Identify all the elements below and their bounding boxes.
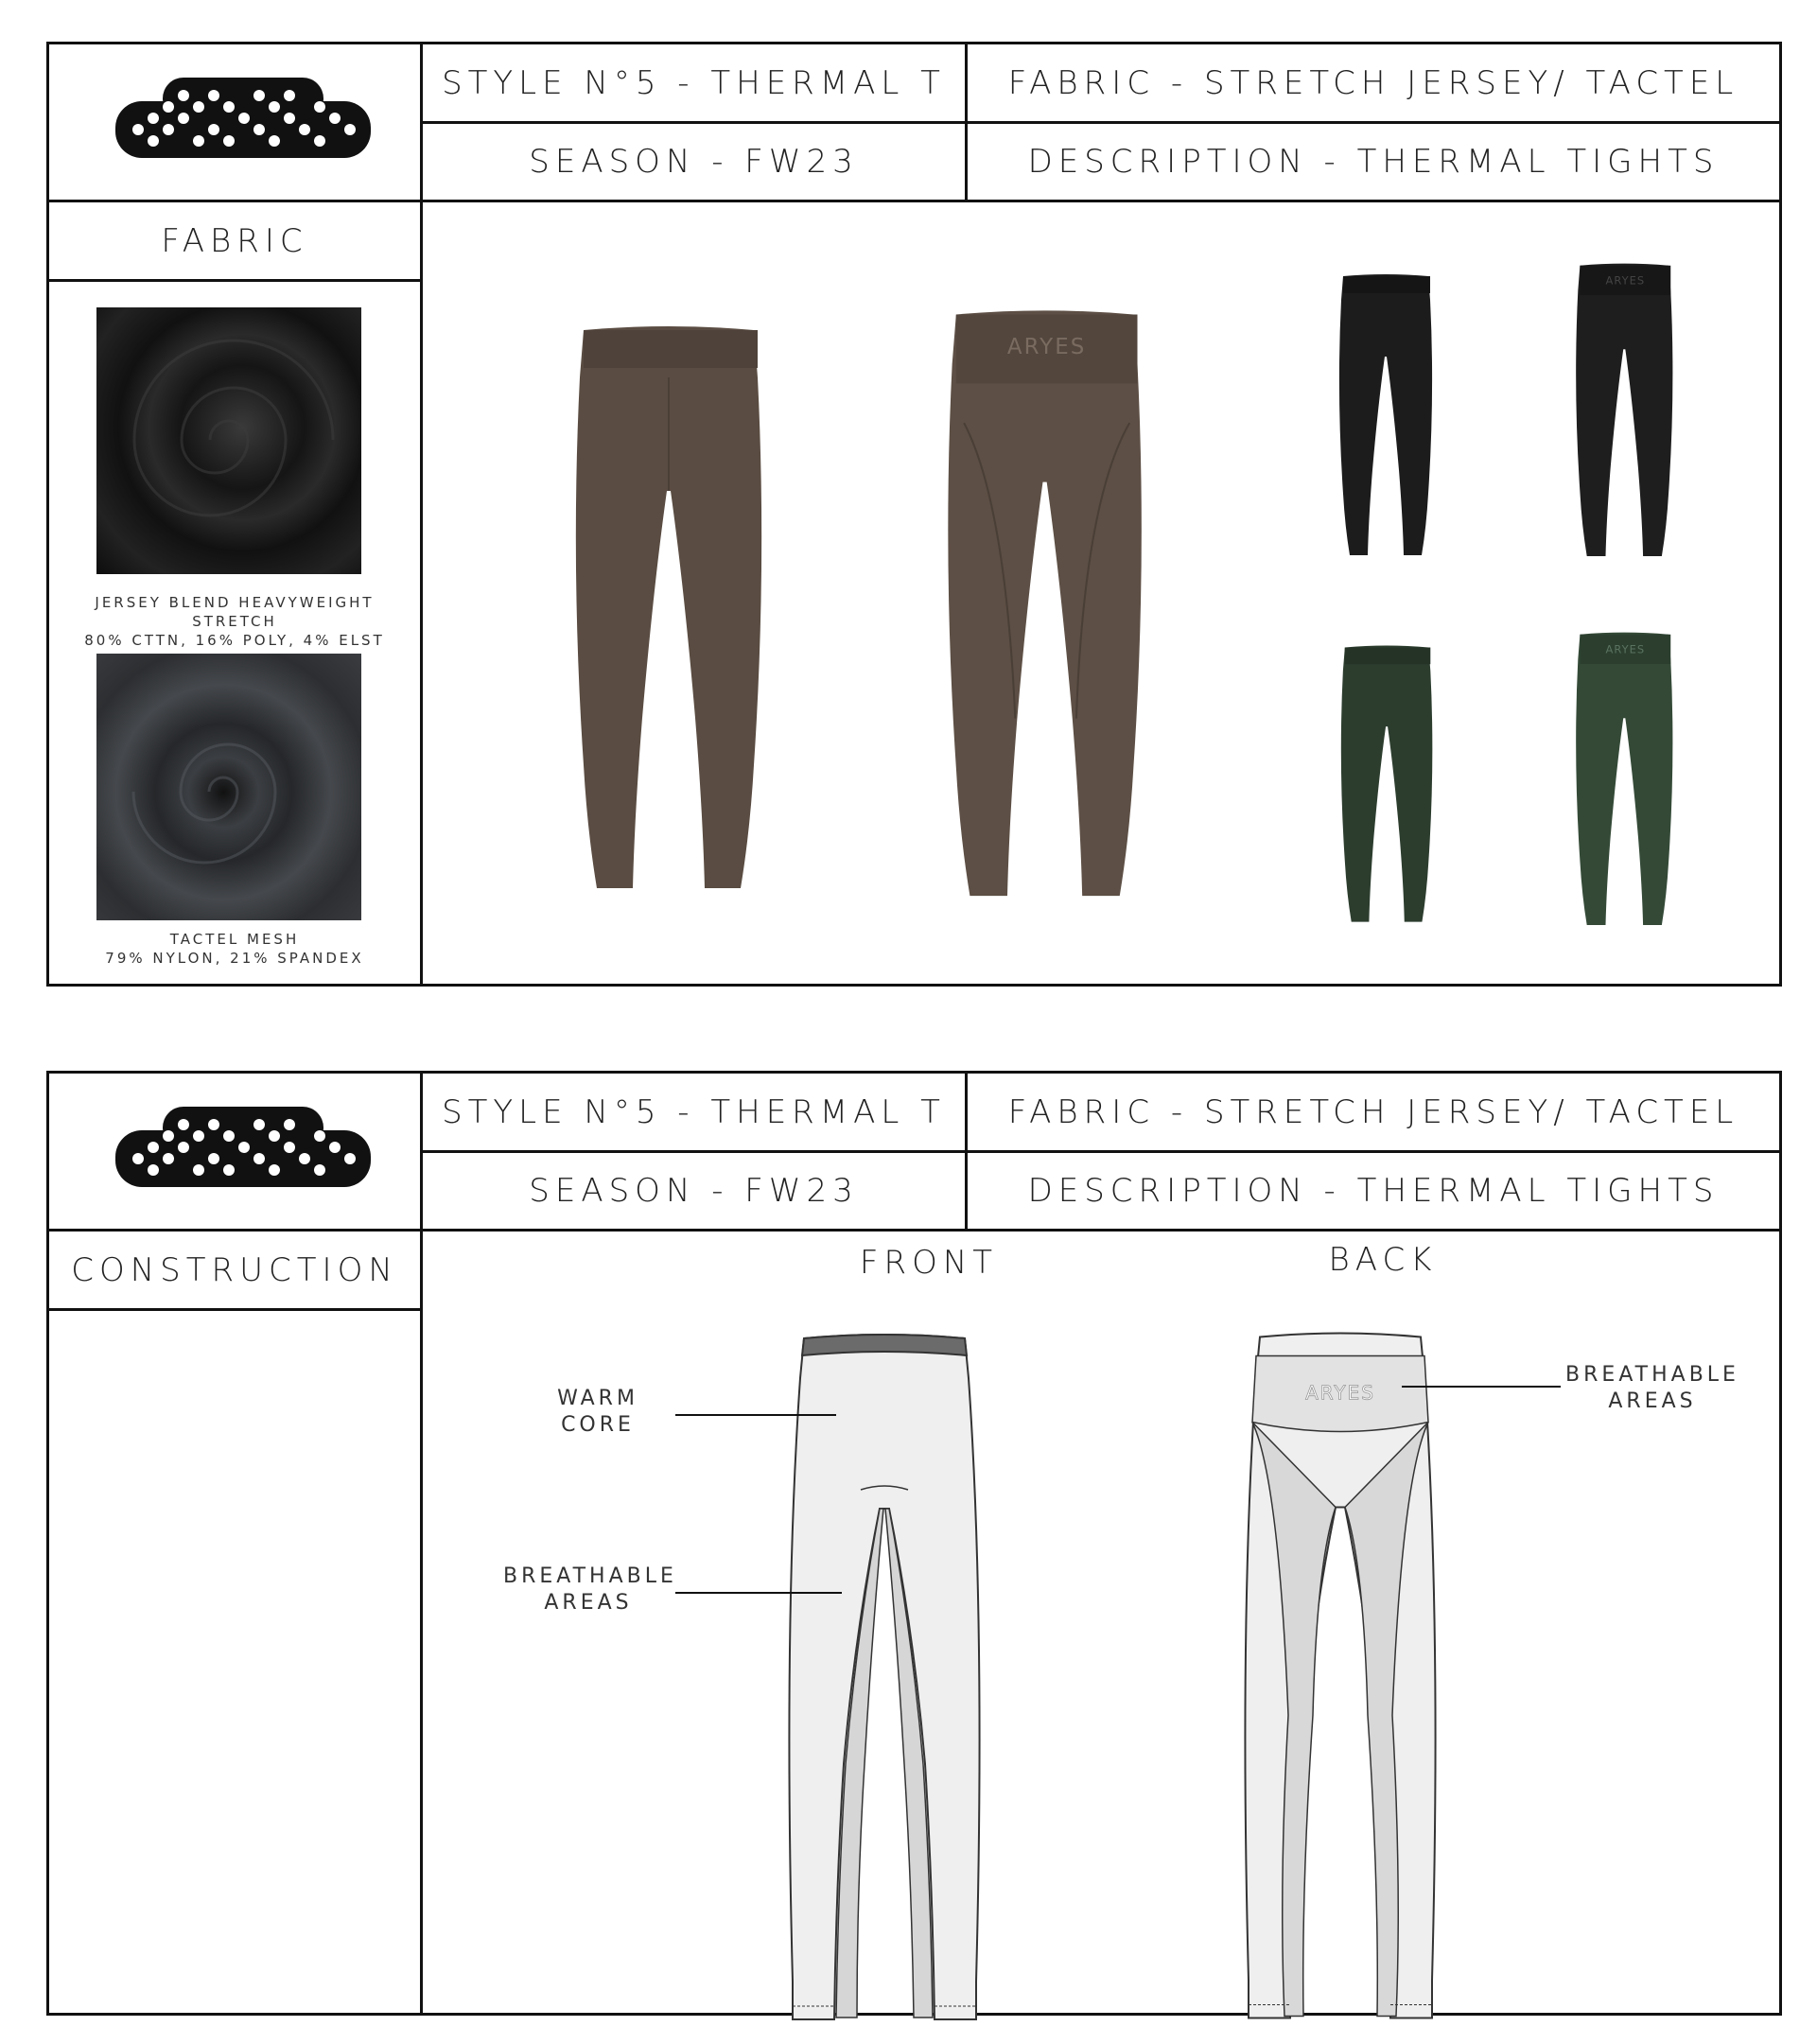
front-label: FRONT <box>859 1244 999 1282</box>
back-label: BACK <box>1328 1241 1438 1279</box>
swatch-caption-tactel <box>49 930 420 968</box>
svg-text:ARYES: ARYES <box>1305 1381 1375 1405</box>
swatch-composition: 79% NYLON, 21% SPANDEX <box>105 950 364 967</box>
fabric-swatch-tactel <box>96 654 361 920</box>
svg-text:ARYES: ARYES <box>1605 273 1646 288</box>
style-cell: STYLE N°5 - THERMAL T <box>442 63 946 102</box>
flat-front <box>766 1319 1003 2038</box>
swatch-name: TACTEL MESH <box>169 931 300 948</box>
season-cell: SEASON - FW23 <box>529 1172 859 1210</box>
swatch-name: JERSEY BLEND HEAVYWEIGHT STRETCH <box>95 594 375 630</box>
style-cell: STYLE N°5 - THERMAL T <box>442 1092 946 1131</box>
callout-line-2: CORE <box>561 1413 635 1437</box>
section-title-construction: CONSTRUCTION <box>71 1250 398 1289</box>
callout-line-2: AREAS <box>1608 1389 1697 1413</box>
swatch-composition: 80% CTTN, 16% POLY, 4% ELST <box>84 632 385 649</box>
callout-line-2: AREAS <box>544 1591 633 1615</box>
section-title-fabric: FABRIC <box>161 221 308 260</box>
render-black-front <box>1334 253 1447 584</box>
swatch-caption-jersey <box>49 593 420 650</box>
leader-line <box>675 1592 842 1594</box>
svg-text:ARYES: ARYES <box>1605 642 1646 656</box>
construction-sheet <box>46 1071 1782 2016</box>
render-green-back <box>1570 612 1688 952</box>
description-cell: DESCRIPTION - THERMAL TIGHTS <box>1027 143 1720 181</box>
callout-line-1: WARM <box>557 1387 638 1410</box>
callout-breathable-front <box>503 1564 677 1616</box>
brand-logo <box>106 1092 380 1211</box>
description-cell: DESCRIPTION - THERMAL TIGHTS <box>1027 1172 1720 1210</box>
leader-line <box>675 1414 836 1416</box>
divider <box>49 279 421 282</box>
fabric-cell: FABRIC - STRETCH JERSEY/ TACTEL <box>1007 63 1739 102</box>
divider <box>49 1308 421 1311</box>
season-cell: SEASON - FW23 <box>529 143 859 181</box>
render-brown-front <box>565 292 792 935</box>
callout-warm-core <box>522 1386 673 1439</box>
render-green-front <box>1336 621 1447 952</box>
flat-back <box>1222 1316 1459 2039</box>
fabric-swatch-jersey <box>96 307 361 574</box>
leader-line <box>1402 1386 1561 1388</box>
render-black-back <box>1570 243 1688 584</box>
callout-line-1: BREATHABLE <box>1565 1363 1739 1387</box>
fabric-cell: FABRIC - STRETCH JERSEY/ TACTEL <box>1007 1092 1739 1131</box>
brand-logo <box>106 63 380 182</box>
callout-breathable-back <box>1563 1362 1742 1415</box>
callout-line-1: BREATHABLE <box>503 1564 677 1588</box>
render-brown-back <box>936 279 1173 941</box>
svg-text:ARYES: ARYES <box>1006 335 1087 360</box>
fabric-sheet <box>46 42 1782 987</box>
